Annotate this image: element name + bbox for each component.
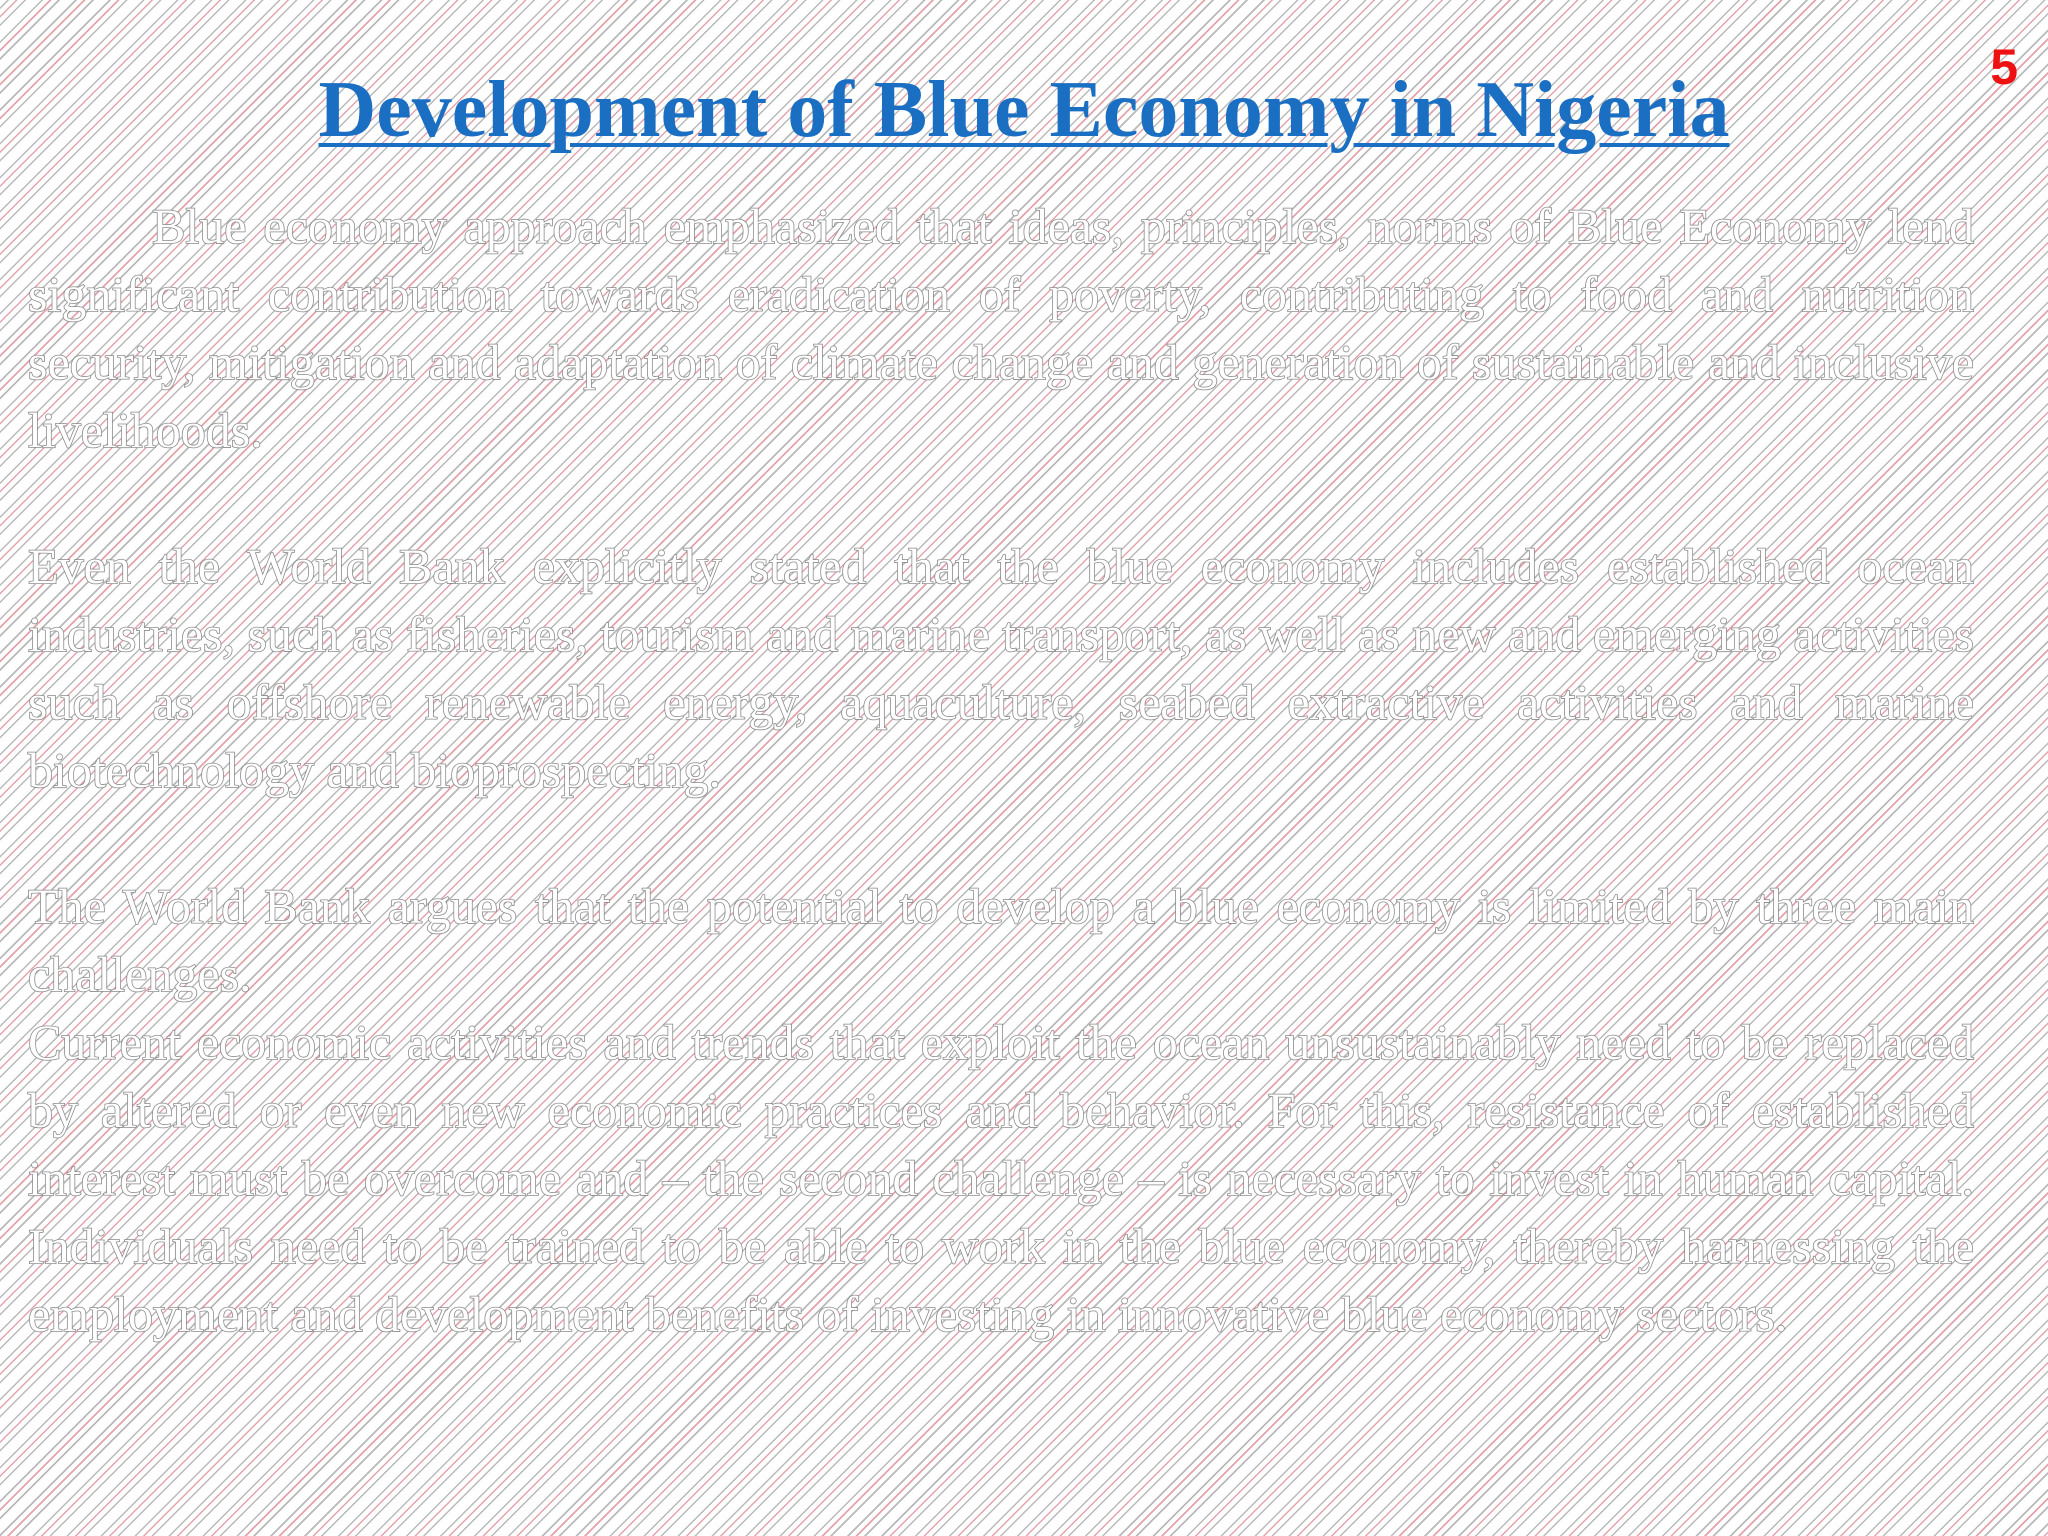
paragraph-world-bank-definition: Even the World Bank explicitly stated that the blue economy includes established ocean industries, such as fisheries, tourism and marine transport, as well as new and emerging activities such as offshore renewable energy, aquaculture, seabed extractive activities and marine biotechnology and bioprospecting.: [28, 538, 1974, 798]
slide-body: [28, 192, 1974, 1348]
paragraph-three-challenges: The World Bank argues that the potential to develop a blue economy is limited by three main challenges.: [28, 878, 1974, 1002]
paragraph-blue-economy-approach: [28, 192, 1974, 464]
paragraph-text: Blue economy approach emphasized that ideas, principles, norms of Blue Economy lend significant contribution towards eradication of poverty, contributing to food and nutrition security, mitigation and adaptation of climate change and generation of sustainable and inclusive livelihoods.: [28, 198, 1974, 458]
paragraph-current-activities: Current economic activities and trends that exploit the ocean unsustainably need to be replaced by altered or even new economic practices and behavior. For this, resistance of established interest must be overcome and – the second challenge – is necessary to invest in human capital. Individuals need to be trained to be able to work in the blue economy, thereby harnessing the employment and development benefits of investing in innovative blue economy sectors.: [28, 1014, 1974, 1342]
paragraph-spacer: [28, 464, 1974, 532]
slide-number: 5: [1990, 39, 2018, 95]
paragraph-spacer: [28, 804, 1974, 872]
slide-title: Development of Blue Economy in Nigeria: [318, 66, 1730, 154]
